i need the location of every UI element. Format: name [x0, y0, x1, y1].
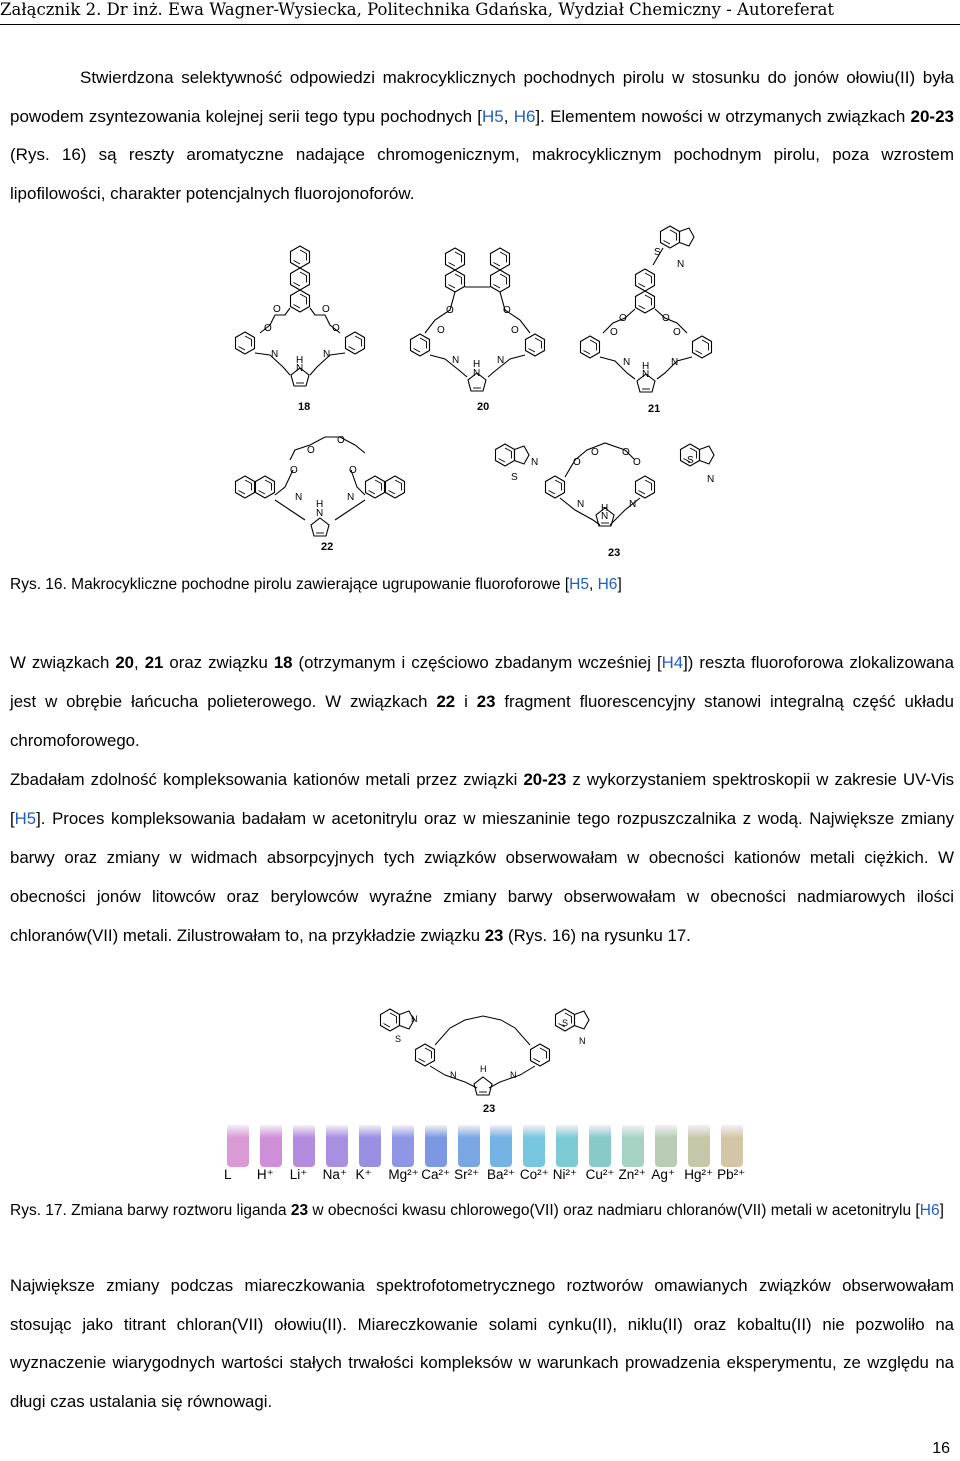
vial-label: Co²⁺ [519, 1167, 549, 1182]
atom-label: S [654, 247, 661, 258]
atom-label: S [687, 455, 694, 466]
molecule-label-22: 22 [321, 541, 334, 553]
vial-label: Hg²⁺ [684, 1167, 714, 1182]
figure-16-structures [215, 225, 735, 565]
atom-label: O [322, 304, 330, 315]
vial-ba [490, 1125, 512, 1167]
text-run: i [455, 692, 477, 711]
atom-label: O [290, 465, 298, 476]
vial-label: Ni²⁺ [552, 1167, 578, 1182]
atom-label: N [510, 1070, 517, 1080]
text-run: ] [939, 1202, 944, 1219]
text-run: Rys. 17. Zmiana barwy roztworu liganda [10, 1202, 291, 1219]
atom-label: O [591, 447, 599, 458]
vial-label: Ba²⁺ [487, 1167, 516, 1182]
paragraph-fluorophore [10, 643, 954, 760]
atom-label: N [677, 259, 685, 270]
atom-label: O [264, 323, 272, 334]
compound-number: 20 [115, 653, 134, 672]
atom-label: N [579, 1036, 586, 1046]
vial-label: Ca²⁺ [421, 1167, 451, 1182]
atom-label: H [480, 1064, 487, 1074]
document-header: Załącznik 2. Dr inż. Ewa Wagner-Wysiecka, Politechnika Gdańska, Wydział Chemiczny - Autoreferat [0, 0, 835, 19]
text-run: Zbadałam zdolność kompleksowania kationów metali przez związki [10, 770, 524, 789]
atom-label: S [395, 1034, 402, 1044]
compound-number: 20-23 [523, 770, 567, 789]
atom-label: O [662, 313, 670, 324]
compound-number: 23 [290, 1202, 309, 1219]
paragraph-complexation [10, 760, 954, 955]
text-run: (Rys. 16) są reszty aromatyczne nadające chromogenicznym, makrocyklicznym pochodnym pirolu, poza wzrostem lipofilowości, charakter potencjalnych fluorojonoforów. [10, 145, 954, 203]
vial-row [222, 1125, 748, 1167]
vial-label: H⁺ [256, 1167, 274, 1182]
figure-16-caption [10, 573, 954, 597]
atom-label: N [623, 357, 631, 368]
molecule-label-20: 20 [477, 401, 490, 413]
molecule-label-21: 21 [648, 403, 661, 415]
atom-label: N [411, 1014, 418, 1024]
header-rule [0, 24, 960, 25]
reference-link-h5[interactable]: H5 [14, 809, 37, 828]
atom-label: O [673, 327, 681, 338]
atom-label: N [296, 363, 304, 374]
atom-label: N [316, 508, 324, 519]
atom-label: O [511, 325, 519, 336]
reference-link-h6[interactable]: H6 [513, 106, 536, 126]
vial-labels [222, 1165, 748, 1187]
vial-co [523, 1125, 545, 1167]
vial-label: Na⁺ [322, 1167, 348, 1182]
reference-link-h6[interactable]: H6 [919, 1202, 940, 1219]
vial-mg [392, 1125, 414, 1167]
atom-label: O [622, 447, 630, 458]
atom-label: N [642, 369, 650, 380]
atom-label: O [349, 465, 357, 476]
atom-label: H [473, 359, 481, 370]
molecule-label-23: 23 [608, 547, 621, 559]
text-run: (Rys. 16) na rysunku 17. [503, 926, 691, 945]
text-run: Stwierdzona selektywność odpowiedzi makrocyklicznych pochodnych pirolu w stosunku do jonów ołowiu(II) była powodem zsyntezowania kolejnej serii tego typu pochodnych [ [10, 68, 954, 126]
compound-number: 20-23 [910, 106, 954, 126]
vial-hg [688, 1125, 710, 1167]
atom-label: H [601, 503, 609, 514]
vial-pb [721, 1125, 743, 1167]
text-run: fragment fluorescencyjny stanowi integralną część układu chromoforowego. [10, 692, 954, 750]
figure-17-caption [10, 1199, 954, 1223]
text-run: ]. Elementem nowości w otrzymanych związkach [535, 106, 911, 126]
atom-label: H [316, 499, 324, 510]
atom-label: O [437, 325, 445, 336]
atom-label: N [671, 357, 679, 368]
compound-number: 23 [484, 926, 504, 945]
atom-label: N [452, 355, 460, 366]
reference-link-h4[interactable]: H4 [661, 653, 684, 672]
text-run: ]) reszta fluoroforowa zlokalizowana jest w obrębie łańcucha polieterowego. W związkach [10, 653, 954, 711]
text-run: Rys. 16. Makrocykliczne pochodne pirolu zawierające ugrupowanie fluoroforowe [ [10, 576, 570, 593]
vial-label: Sr²⁺ [454, 1167, 480, 1182]
paragraph-intro [10, 59, 954, 213]
vial-label: Pb²⁺ [717, 1167, 746, 1182]
atom-label: O [337, 435, 345, 446]
compound-number: 21 [144, 653, 164, 672]
atom-label: O [307, 445, 315, 456]
vial-label: Cu²⁺ [585, 1167, 615, 1182]
compound-number: 18 [273, 653, 293, 672]
atom-label: N [601, 511, 609, 522]
vial-label: Zn²⁺ [618, 1167, 646, 1182]
vial-h [260, 1125, 282, 1167]
reference-link-h5[interactable]: H5 [482, 106, 504, 126]
page-number: 16 [932, 1440, 950, 1457]
molecule-label-18: 18 [298, 401, 311, 413]
vial-ni [556, 1125, 578, 1167]
text-run: (otrzymanym i częściowo zbadanym wcześniej [ [292, 653, 662, 672]
atom-label: N [531, 457, 539, 468]
vial-ca [425, 1125, 447, 1167]
vial-zn [622, 1125, 644, 1167]
reference-link-h5[interactable]: H5 [569, 576, 589, 593]
text-run: w obecności kwasu chlorowego(VII) oraz nadmiaru chloranów(VII) metali w acetonitrylu [ [308, 1202, 920, 1219]
vial-l [227, 1125, 249, 1167]
atom-label: O [573, 457, 581, 468]
atom-label: O [619, 313, 627, 324]
compound-number: 22 [436, 692, 456, 711]
text-run: oraz związku [163, 653, 274, 672]
atom-label: N [497, 355, 505, 366]
atom-label: O [446, 305, 454, 316]
vial-label: Ag⁺ [651, 1167, 676, 1182]
text-run: ]. Proces kompleksowania badałam w acetonitrylu oraz w mieszaninie tego rozpuszczalnika z wodą. Największe zmiany barwy oraz zmiany w widmach absorpcyjnych tych związków obserwowałam w obecności kationów metali ciężkich. W obecności jonów litowców oraz berylowców wyraźne zmiany barwy obserwowałam w obecności nadmiarowych ilości chloranów(VII) metali. Zilustrowałam to, na przykładzie związku [10, 809, 954, 945]
atom-label: O [273, 304, 281, 315]
atom-label: O [503, 305, 511, 316]
vial-sr [458, 1125, 480, 1167]
vial-ag [655, 1125, 677, 1167]
atom-label: O [610, 327, 618, 338]
atom-label: O [633, 457, 641, 468]
atom-label: S [511, 472, 518, 483]
text-run: W związkach [10, 653, 116, 672]
atom-label: H [642, 361, 650, 372]
vial-label: Mg²⁺ [388, 1167, 419, 1182]
vial-li [293, 1125, 315, 1167]
paragraph-titration: Największe zmiany podczas miareczkowania spektrofotometrycznego roztworów omawianych związków obserwowałam stosując jako titrant chloran(VII) ołowiu(II). Miareczkowanie solami cynku(II), niklu(II) oraz kobaltu(II) nie pozwoliło na wyznaczenie wiarygodnych wartości stałych trwałości kompleksów w warunkach prowadzenia eksperymentu, ze względu na długi czas ustalania się równowagi. [10, 1276, 954, 1411]
reference-link-h6[interactable]: H6 [597, 576, 618, 593]
atom-label: N [577, 499, 585, 510]
vial-label: Li⁺ [289, 1167, 308, 1182]
compound-number: 23 [476, 692, 496, 711]
atom-label: S [562, 1018, 569, 1028]
text-run: ] [617, 576, 622, 593]
vial-label: L [224, 1167, 232, 1182]
atom-label: H [296, 355, 304, 366]
text-run: , [588, 576, 598, 593]
atom-label: N [347, 492, 355, 503]
atom-label: N [271, 349, 279, 360]
vial-label: K⁺ [355, 1167, 372, 1182]
atom-label: N [295, 492, 303, 503]
text-run: z wykorzystaniem spektroskopii w zakresie UV-Vis [ [10, 770, 954, 828]
atom-label: N [473, 368, 481, 379]
vial-cu [589, 1125, 611, 1167]
vial-na [326, 1125, 348, 1167]
figure-17-structure [365, 1000, 605, 1118]
atom-label: N [323, 349, 331, 360]
atom-label: O [332, 323, 340, 334]
molecule-label-23: 23 [483, 1103, 496, 1115]
text-run: , [503, 106, 514, 126]
vial-k [359, 1125, 381, 1167]
atom-label: N [450, 1070, 457, 1080]
atom-label: N [707, 474, 715, 485]
text-run: , [134, 653, 145, 672]
atom-label: N [629, 499, 637, 510]
